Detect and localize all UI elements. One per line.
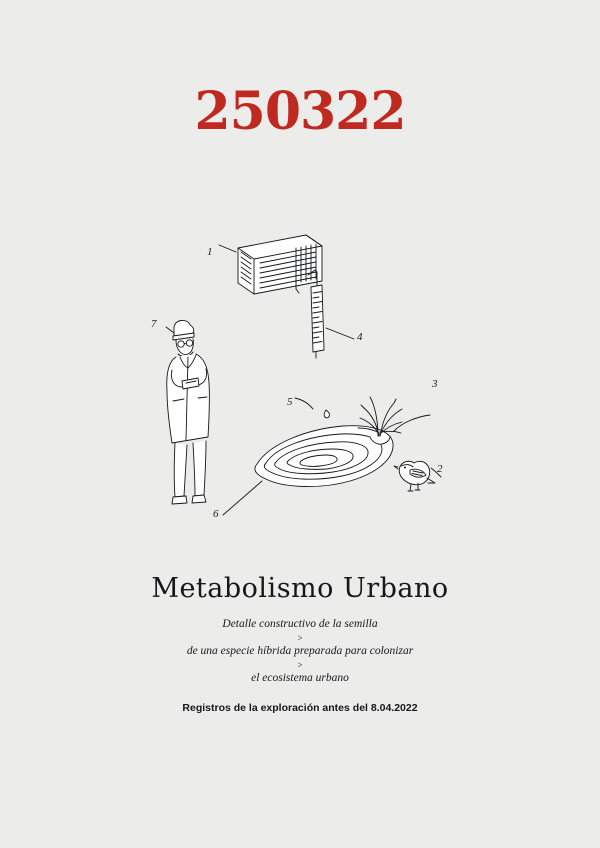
callout-label-1: 1: [207, 246, 213, 258]
poster-number: 250322: [194, 81, 406, 142]
callout-label-3: 3: [432, 378, 438, 390]
water-puddle-illustration: [255, 426, 393, 487]
person-figure-illustration: [167, 320, 210, 504]
callout-label-5: 5: [287, 396, 293, 408]
subtitle-line-1: Detalle constructivo de la semilla: [222, 618, 378, 630]
page-title: Metabolismo Urbano: [151, 573, 449, 604]
callout-label-4: 4: [357, 331, 363, 343]
subtitle-line-2: de una especie híbrida preparada para colonizar: [186, 645, 414, 657]
leader-line-1: [219, 245, 236, 252]
subtitle-separator-1: >: [297, 633, 303, 643]
callout-label-2: 2: [437, 463, 443, 475]
bird-illustration: [394, 461, 435, 491]
leader-line-7: [166, 327, 174, 333]
subtitle-line-3: el ecosistema urbano: [251, 672, 349, 684]
air-conditioner-unit-illustration: [238, 235, 322, 294]
footnote: Registros de la exploración antes del 8.04.2022: [182, 702, 418, 714]
leader-line-6: [223, 481, 262, 515]
callout-label-7: 7: [151, 318, 157, 330]
subtitle-separator-2: >: [297, 660, 303, 670]
callout-label-6: 6: [213, 508, 219, 520]
leader-line-5: [295, 398, 313, 409]
leader-line-4: [326, 328, 354, 339]
droplet-illustration: [324, 410, 329, 418]
subtitle-block: [0, 617, 600, 686]
